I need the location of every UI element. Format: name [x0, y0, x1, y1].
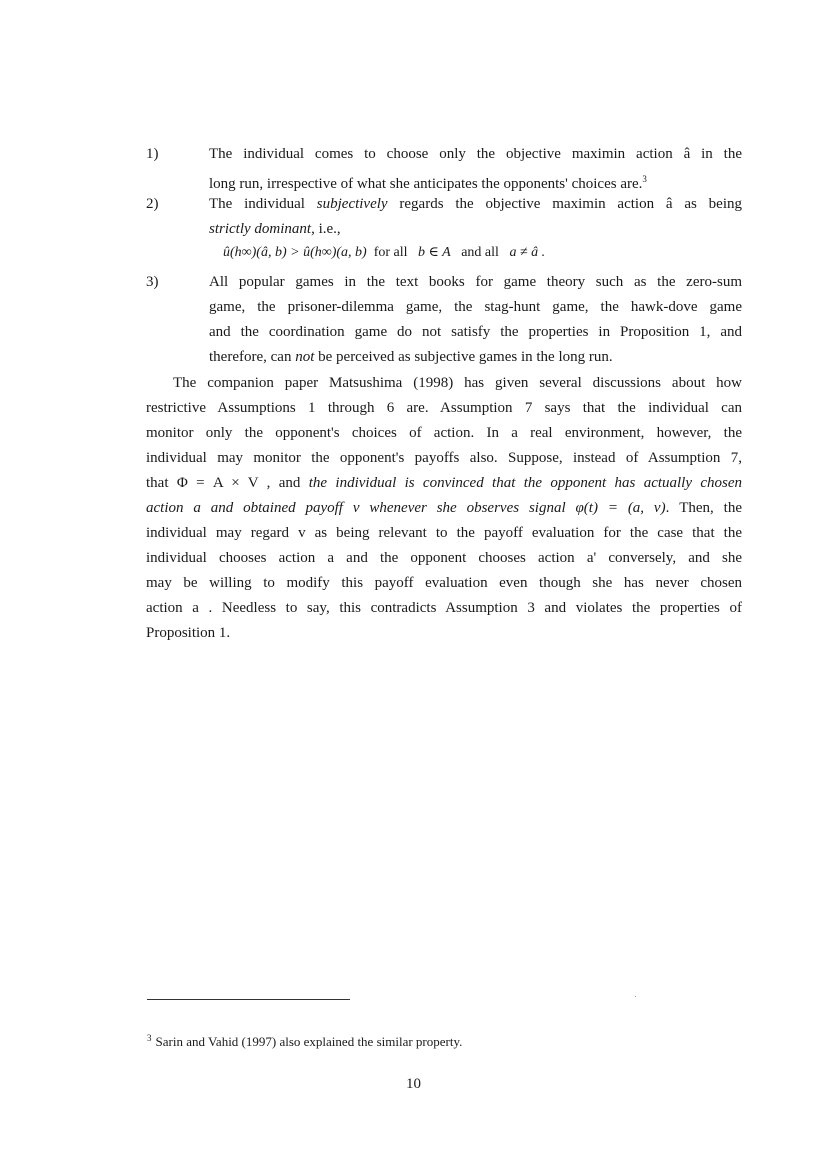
- text-line: All popular games in the text books for game theory such as the zero-sum: [209, 274, 742, 290]
- text-line: [209, 192, 742, 217]
- text-line: The individual comes to choose only the objective maximin action â in the: [209, 146, 742, 162]
- formula-condition: a ≠ â .: [509, 245, 546, 260]
- formula-text: for all: [373, 245, 408, 260]
- text-line: individual chooses action a and the opponent chooses action a' conversely, and she: [146, 550, 742, 566]
- footnote-number: 3: [147, 1033, 152, 1043]
- list-item-text: [209, 192, 742, 242]
- emphasis: the individual is convinced that the opponent has actually chosen: [308, 475, 742, 491]
- text-line: action a . Needless to say, this contradicts Assumption 3 and violates the properties of: [146, 600, 742, 616]
- text-line: The companion paper Matsushima (1998) has given several discussions about how: [173, 375, 742, 391]
- emphasis: strictly dominant: [209, 221, 312, 237]
- emphasis: subjectively: [316, 196, 388, 212]
- list-item-text: [209, 142, 742, 197]
- text-fragment: long run, irrespective of what she anticipates the opponents' choices are.: [209, 176, 643, 192]
- list-item-text: [209, 270, 742, 370]
- footnote-text: Sarin and Vahid (1997) also explained the similar property.: [155, 1034, 463, 1049]
- text-line: and the coordination game do not satisfy the properties in Proposition 1, and: [209, 324, 742, 340]
- emphasis: action a and obtained payoff v whenever she observes signal φ(t) = (a, v): [146, 500, 666, 516]
- text-line: individual may regard v as being relevant to the payoff evaluation for the case that the: [146, 525, 742, 541]
- text-line: monitor only the opponent's choices of action. In a real environment, however, the: [146, 425, 742, 441]
- list-item-3: [146, 270, 742, 370]
- text-fragment: . Then, the: [665, 500, 742, 516]
- text-fragment: that Φ = A × V , and: [146, 475, 309, 491]
- formula-text: and all: [461, 245, 499, 260]
- text-line: [209, 217, 742, 242]
- text-line: individual may monitor the opponent's payoffs also. Suppose, instead of Assumption 7,: [146, 450, 742, 466]
- list-item-1: [146, 142, 742, 192]
- text-fragment: regards the objective maximin action â as being: [387, 196, 742, 212]
- footnote-separator: [147, 999, 350, 1000]
- text-line: restrictive Assumptions 1 through 6 are. Assumption 7 says that the individual can: [146, 400, 742, 416]
- emphasis: not: [295, 349, 315, 365]
- list-number: 2): [146, 196, 159, 212]
- text-line: may be willing to modify this payoff evaluation even though she has never chosen: [146, 575, 742, 591]
- text-fragment: , i.e.,: [311, 221, 341, 237]
- page-number: 10: [406, 1076, 421, 1092]
- formula-inequality: û(h∞)(â, b) > û(h∞)(a, b): [223, 245, 367, 260]
- list-item-2: [146, 192, 742, 242]
- text-fragment: be perceived as subjective games in the long run.: [314, 349, 613, 365]
- list-number: 1): [146, 146, 159, 162]
- text-fragment: therefore, can: [209, 349, 296, 365]
- text-line: [146, 471, 742, 496]
- text-line: game, the prisoner-dilemma game, the stag-hunt game, the hawk-dove game: [209, 299, 742, 315]
- footnote-mark: 3: [642, 174, 647, 184]
- footnote: [147, 1029, 462, 1051]
- dominance-formula: [223, 243, 545, 263]
- list-number: 3): [146, 274, 159, 290]
- text-line: Proposition 1.: [146, 625, 231, 641]
- text-line: [209, 345, 742, 370]
- formula-condition: b ∈ A: [418, 245, 451, 260]
- text-fragment: The individual: [209, 196, 317, 212]
- text-line: [146, 496, 742, 521]
- scan-speck: [635, 996, 636, 997]
- body-paragraph: [146, 371, 742, 646]
